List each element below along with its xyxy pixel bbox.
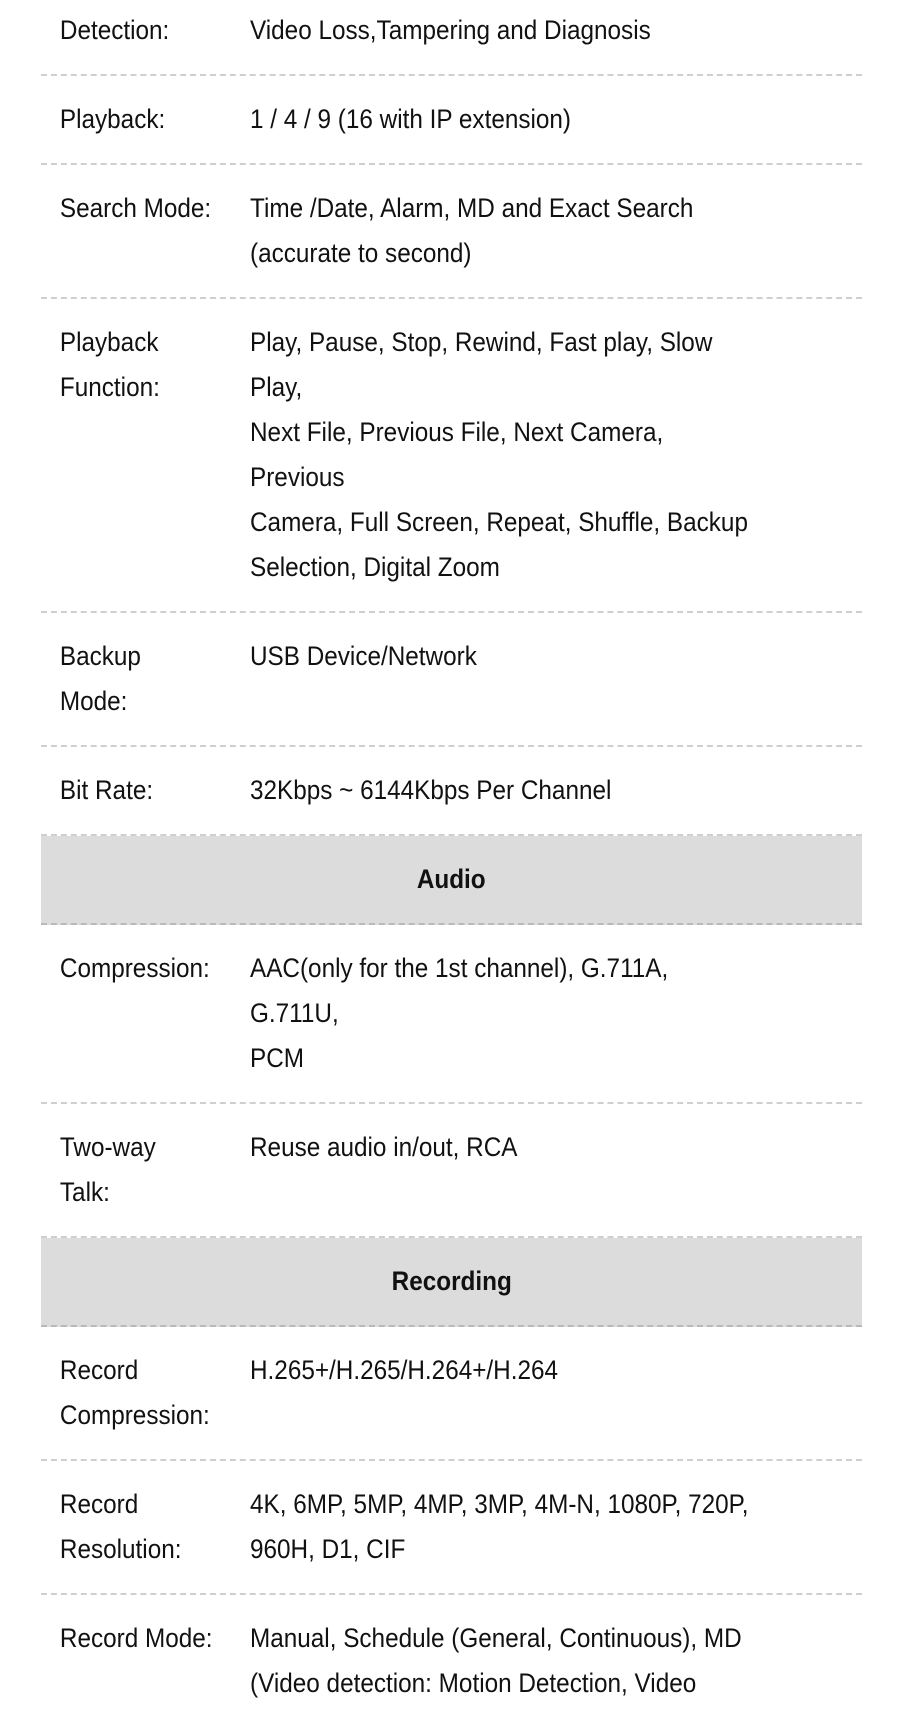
- spec-label: Two-way Talk:: [59, 1132, 156, 1207]
- spec-row-detection: [41, 0, 862, 76]
- spec-label: Record Mode:: [59, 1623, 213, 1653]
- spec-table: [41, 0, 862, 1727]
- spec-label: Backup Mode:: [59, 641, 141, 716]
- spec-value: H.265+/H.265/H.264+/H.264: [250, 1355, 559, 1385]
- spec-row-two-way-talk: [41, 1104, 862, 1238]
- spec-label: Playback:: [59, 104, 166, 134]
- spec-label: Playback Function:: [59, 327, 160, 402]
- spec-row-compression: [41, 925, 862, 1104]
- spec-value: 4K, 6MP, 5MP, 4MP, 3MP, 4M-N, 1080P, 720P, 960H, D1, CIF: [250, 1489, 749, 1564]
- spec-value: Play, Pause, Stop, Rewind, Fast play, Slow Play, Next File, Previous File, Next Camera, Previous Camera, Full Screen, Repeat, Shuffle, Backup Selection, Digital Zoom: [250, 327, 748, 582]
- spec-label: Search Mode:: [59, 193, 212, 223]
- section-title: Audio: [417, 864, 486, 894]
- section-title: Recording: [391, 1266, 512, 1296]
- spec-row-record-resolution: [41, 1461, 862, 1595]
- spec-value: USB Device/Network: [250, 641, 477, 671]
- spec-row-record-mode: [41, 1595, 862, 1727]
- spec-label: Record Resolution:: [59, 1489, 182, 1564]
- spec-label: Compression:: [59, 953, 210, 983]
- spec-row-playback-function: [41, 299, 862, 613]
- spec-value: 1 / 4 / 9 (16 with IP extension): [250, 104, 572, 134]
- spec-value: 32Kbps ~ 6144Kbps Per Channel: [250, 775, 612, 805]
- spec-label: Record Compression:: [59, 1355, 210, 1430]
- spec-row-backup-mode: [41, 613, 862, 747]
- spec-row-bit-rate: [41, 747, 862, 836]
- spec-value: Time /Date, Alarm, MD and Exact Search (accurate to second): [250, 193, 694, 268]
- section-header-recording: [41, 1238, 862, 1327]
- spec-row-search-mode: [41, 165, 862, 299]
- spec-value: Reuse audio in/out, RCA: [250, 1132, 518, 1162]
- spec-value: AAC(only for the 1st channel), G.711A, G.711U, PCM: [250, 953, 669, 1073]
- spec-value: Video Loss,Tampering and Diagnosis: [250, 15, 651, 45]
- spec-label: Detection:: [59, 15, 170, 45]
- spec-row-record-compression: [41, 1327, 862, 1461]
- spec-row-playback: [41, 76, 862, 165]
- spec-label: Bit Rate:: [59, 775, 154, 805]
- spec-value: Manual, Schedule (General, Continuous), MD (Video detection: Motion Detection, Video: [250, 1623, 742, 1698]
- section-header-audio: [41, 836, 862, 925]
